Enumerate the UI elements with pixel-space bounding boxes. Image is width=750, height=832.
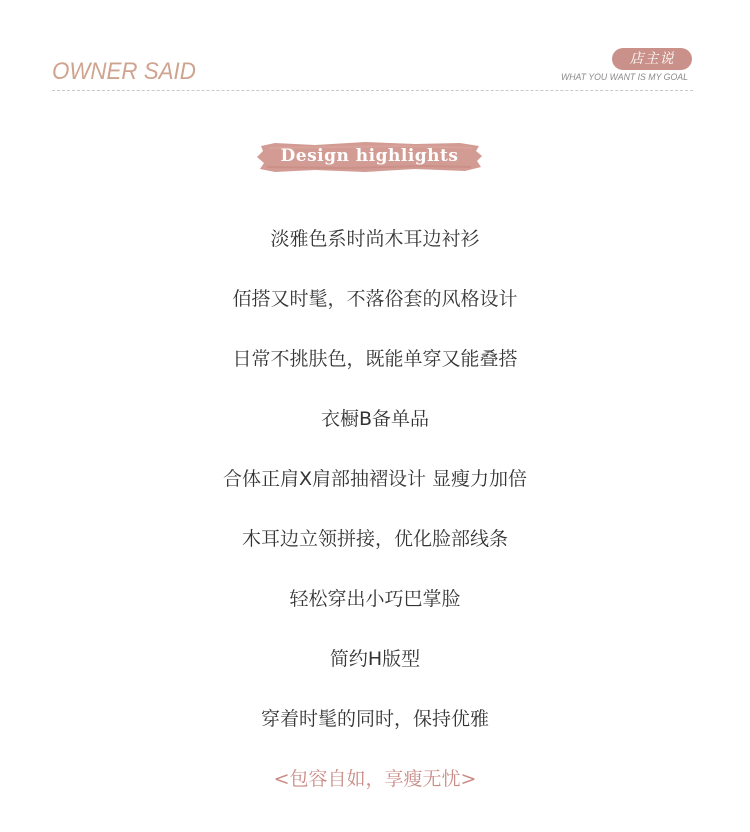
highlight-line: 佰搭又时髦，不落俗套的风格设计 <box>232 288 518 310</box>
header-slogan: WHAT YOU WANT IS MY GOAL <box>561 72 688 82</box>
highlight-line: 淡雅色系时尚木耳边衬衫 <box>270 228 480 250</box>
header-title: OWNER SAID <box>52 58 196 85</box>
highlight-line: 木耳边立领拼接，优化脸部线条 <box>241 528 508 550</box>
owner-badge: 店主说 <box>612 48 692 70</box>
highlight-line: 简约H版型 <box>329 648 421 670</box>
highlight-line: 合体正肩X肩部抽褶设计 显瘦力加倍 <box>222 468 528 490</box>
design-highlights-label: Design highlights <box>280 146 459 166</box>
highlight-line: 衣橱B备单品 <box>320 408 430 430</box>
highlight-line: 轻松穿出小巧巴掌脸 <box>289 588 461 610</box>
closing-line: <包容自如，享瘦无忧> <box>273 768 477 790</box>
highlight-line: 穿着时髦的同时，保持优雅 <box>260 708 489 730</box>
design-highlights-tag <box>255 140 484 174</box>
highlight-line: 日常不挑肤色，既能单穿又能叠搭 <box>232 348 518 370</box>
header-divider <box>52 90 693 91</box>
